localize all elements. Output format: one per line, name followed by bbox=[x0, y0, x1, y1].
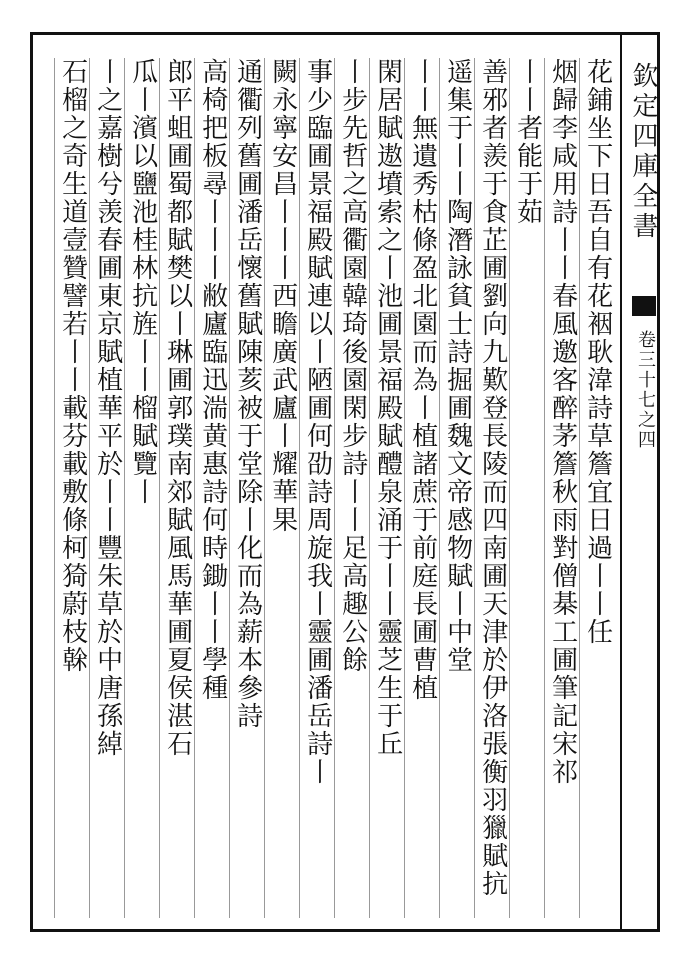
column-text: 丨之嘉樹兮羡春圃東京賦植華平於丨丨豐朱草於中唐孫綽 bbox=[92, 58, 123, 758]
column-text: 丨步先哲之高衢園韓琦後園閑步詩丨丨足高趣公餘 bbox=[337, 58, 368, 674]
text-column bbox=[124, 58, 159, 918]
text-column bbox=[579, 58, 614, 918]
column-text: 闕永寧安昌丨丨丨西瞻廣武廬丨耀華果 bbox=[267, 58, 298, 534]
column-text: 遥集于丨丨陶潛詠貧士詩掘圃魏文帝感物賦丨中堂 bbox=[442, 58, 473, 674]
book-title: 欽定四庫全書 bbox=[628, 62, 658, 242]
text-column bbox=[509, 58, 544, 918]
column-text: 石榴之奇生道壹贊譬若丨丨載芬載敷條柯猗蔚枝榦 bbox=[57, 58, 88, 674]
column-text: 高椅把板尋丨丨丨敝廬臨迅湍黄惠詩何時鋤丨丨學種 bbox=[197, 58, 228, 702]
column-text: 事少臨圃景福殿賦連以丨陋圃何劭詩周旋我丨靈圃潘岳詩丨 bbox=[302, 58, 333, 786]
volume-label: 卷三十七之四 bbox=[635, 330, 656, 450]
text-column bbox=[194, 58, 229, 918]
text-column bbox=[299, 58, 334, 918]
text-column bbox=[54, 58, 89, 918]
text-column bbox=[544, 58, 579, 918]
column-text: 通衢列舊圃潘岳懷舊賦陳荄被于堂除丨化而為薪本參詩 bbox=[232, 58, 263, 730]
text-column bbox=[404, 58, 439, 918]
column-text: 瓜丨濱以鹽池桂林抗旌丨丨榴賦覽丨 bbox=[127, 58, 158, 506]
fish-tail-mark bbox=[632, 296, 656, 316]
text-column bbox=[264, 58, 299, 918]
column-text: 丨丨者能于茹 bbox=[512, 58, 543, 226]
column-text: 善邪者羨于食芷圃劉向九歎登長陵而四南圃天津於伊洛張衡羽獵賦抗 bbox=[477, 58, 508, 898]
text-column bbox=[334, 58, 369, 918]
text-column bbox=[474, 58, 509, 918]
column-text: 烟歸李咸用詩丨丨春風邀客醉茅簷秋雨對僧棊工圃筆記宋祁 bbox=[547, 58, 578, 786]
text-column bbox=[369, 58, 404, 918]
column-text: 郎平蛆圃蜀都賦樊以丨琳圃郭璞南郊賦風馬華圃夏侯湛石 bbox=[162, 58, 193, 758]
column-text: 閑居賦遨墳索之丨池圃景福殿賦醴泉涌于丨丨靈芝生于丘 bbox=[372, 58, 403, 758]
column-text: 花鋪坐下日吾自有花裀耿湋詩草簷宜日過丨丨任 bbox=[582, 58, 613, 646]
column-text: 丨丨無遺秀枯條盈北園而為丨植諸蔗于前庭長圃曹植 bbox=[407, 58, 438, 702]
text-column bbox=[159, 58, 194, 918]
text-column bbox=[229, 58, 264, 918]
text-column bbox=[439, 58, 474, 918]
text-column bbox=[89, 58, 124, 918]
